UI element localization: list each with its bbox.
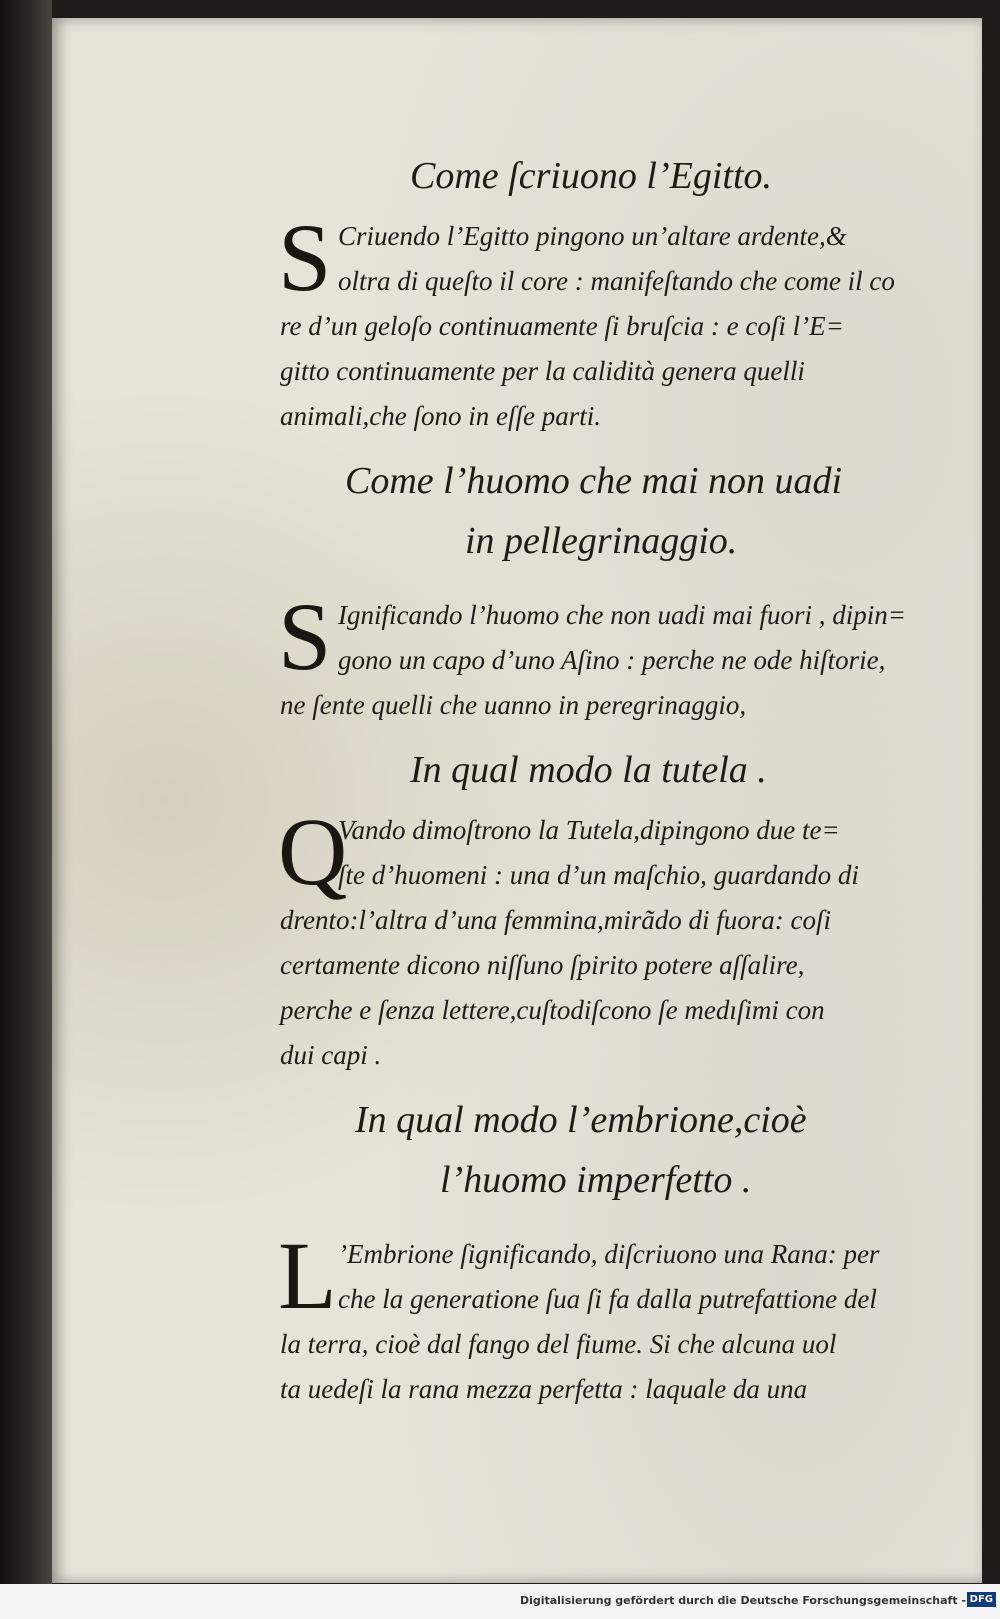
text-line: ſte d’huomeni : una d’un maſchio, guardando di (338, 860, 859, 890)
text-line: drento:l’altra d’una femmina,mirãdo di fuora: coſi (280, 905, 831, 935)
dfg-logo: DFG (967, 1592, 996, 1607)
text-line: gono un capo d’uno Aſino : perche ne ode hiſtorie, (338, 645, 886, 675)
drop-cap: S (278, 204, 332, 311)
paragraph (278, 798, 992, 1078)
paragraph (278, 204, 992, 439)
text-line: perche e ſenza lettere,cuſtodiſcono ſe medıſimi con (280, 995, 825, 1025)
text-line: che la generatione ſua ſi fa dalla putrefattione del (338, 1284, 877, 1314)
section-heading: Come l’huomo che mai non uadi (345, 460, 843, 502)
text-line: la terra, cioè dal fango del fiume. Si che alcuna uol (280, 1329, 837, 1359)
drop-cap: Q (278, 798, 348, 905)
book-page (52, 18, 982, 1583)
section-heading: in pellegrinaggio. (465, 520, 738, 562)
section-heading: In qual modo l’embrione,cioè (355, 1099, 807, 1141)
section-heading: In qual modo la tutela . (410, 749, 767, 791)
text-line: ’Embrione ſignificando, diſcriuono una Rana: per (338, 1239, 880, 1269)
drop-cap: S (278, 583, 332, 690)
text-line: re d’un geloſo continuamente ſi bruſcia : e coſi l’E= (280, 311, 844, 341)
digitization-footer (0, 1584, 1000, 1619)
text-line: dui capi . (280, 1040, 382, 1070)
text-line: animali,che ſono in eſſe parti. (280, 401, 601, 431)
funding-credit: Digitalisierung gefördert durch die Deutsche Forschungsgemeinschaft - (519, 1594, 966, 1607)
text-line: oltra di queſto il core : manifeſtando che come il co (338, 266, 895, 296)
text-line: ne ſente quelli che uanno in peregrinaggio, (280, 690, 747, 720)
text-line: Criuendo l’Egitto pingono un’altare ardente,& (338, 221, 847, 251)
drop-cap: L (278, 1222, 337, 1329)
section-heading: Come ſcriuono l’Egitto. (410, 155, 773, 197)
book-spine (0, 0, 52, 1619)
text-line: gitto continuamente per la calidità genera quelli (280, 356, 805, 386)
text-line: Ignificando l’huomo che non uadi mai fuori , dipin= (338, 600, 906, 630)
paragraph (278, 1222, 992, 1412)
section-heading: l’huomo imperfetto . (440, 1159, 752, 1201)
text-line: Vando dimoſtrono la Tutela,dipingono due te= (338, 815, 840, 845)
page-text (280, 146, 992, 1424)
text-line: certamente dicono niſſuno ſpirito potere aſſalire, (280, 950, 805, 980)
text-line: ta uedeſi la rana mezza perfetta : laquale da una (280, 1374, 808, 1404)
paragraph (278, 583, 992, 728)
